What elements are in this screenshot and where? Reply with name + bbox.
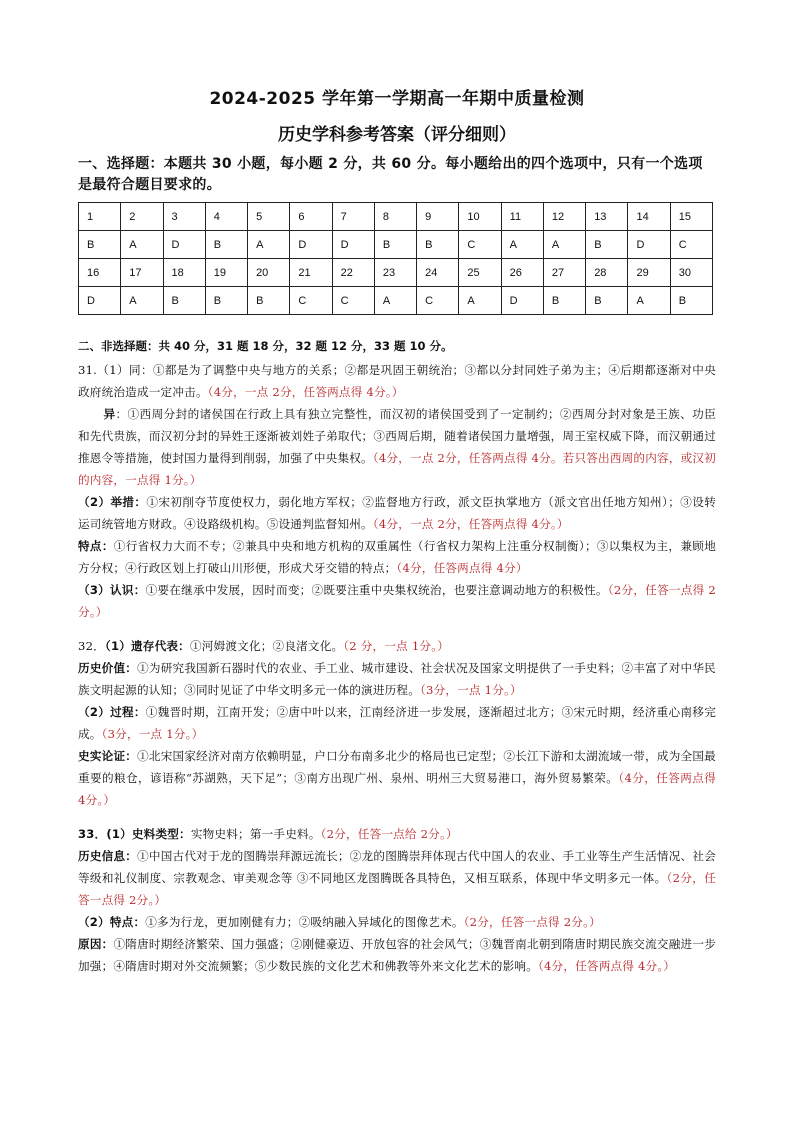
answer-cell: A (121, 287, 163, 315)
answer-cell: D (79, 287, 121, 315)
answer-cell: C (290, 287, 332, 315)
answer-cell: B (79, 231, 121, 259)
answer-cell: A (374, 287, 416, 315)
question-number-cell: 9 (417, 203, 459, 231)
question-number-cell: 23 (374, 259, 416, 287)
q33-info-score: （2分，任答一点得 2分。） (78, 871, 716, 907)
q31-features (78, 535, 716, 579)
q33-reasons (78, 933, 716, 977)
answer-cell: B (205, 287, 247, 315)
q31-measures-score: （4分，一点 2分，任答两点得 4分。） (372, 517, 569, 531)
q31-understanding-text: ①要在继承中发展，因时而变；②既要注重中央集权统治，也要注意调动地方的积极性。 (145, 583, 608, 597)
answer-cell: A (121, 231, 163, 259)
answer-cell: B (374, 231, 416, 259)
page-title: 2024-2025 学年第一学期高一年期中质量检测 (209, 89, 585, 109)
question-number-cell: 26 (501, 259, 543, 287)
answer-cell: D (501, 287, 543, 315)
question-number-cell: 7 (332, 203, 374, 231)
answer-cell: A (628, 287, 670, 315)
q31-similarities-text: ①都是为了调整中央与地方的关系；②都是巩固王朝统治；③都以分封同姓子弟为主；④后期都逐渐对中央政府统治造成一定冲击。 (78, 363, 716, 399)
answer-cell: C (332, 287, 374, 315)
q32-value-score: （3分，一点 1分。） (420, 683, 522, 697)
question-number-cell: 22 (332, 259, 374, 287)
q31-differences-score: （4分，一点 2分，任答两点得 4分。若只答出西周的内容，或汉初的内容，一点得 1分。） (78, 451, 716, 487)
question-number-cell: 15 (670, 203, 712, 231)
question-number-cell: 12 (543, 203, 585, 231)
page-subtitle: 历史学科参考答案（评分细则） (278, 125, 516, 145)
q32-relics-label: （1）遗存代表： (104, 639, 190, 653)
q31-understanding-label: （3）认识： (78, 583, 146, 597)
answer-cell: B (670, 287, 712, 315)
question-number-cell: 14 (628, 203, 670, 231)
table-row-question-numbers (79, 259, 713, 287)
answer-cell: D (163, 231, 205, 259)
q33-reasons-text: ①隋唐时期经济繁荣、国力强盛；②刚健豪迈、开放包容的社会风气；③魏晋南北朝到隋唐时期民族交流交融进一步加强；④隋唐时期对外交流频繁；⑤少数民族的文化艺术和佛教等外来文化艺术的影响。 (78, 937, 716, 973)
q33-features (78, 911, 716, 933)
q32-value-text: ①为研究我国新石器时代的农业、手工业、城市建设、社会状况及国家文明提供了一手史料；②丰富了对中华民族文明起源的认知；③同时见证了中华文明多元一体的演进历程。 (78, 661, 716, 697)
question-number-cell: 16 (79, 259, 121, 287)
section2-heading: 二、非选择题：共 40 分，31 题 18 分，32 题 12 分，33 题 10 分。 (78, 339, 453, 353)
question-number-cell: 5 (248, 203, 290, 231)
q33-reasons-label: 原因： (78, 937, 114, 951)
q32-relics (78, 635, 716, 657)
answer-cell: B (163, 287, 205, 315)
q33-source-type (78, 823, 716, 845)
section1-heading: 一、选择题：本题共 30 小题，每小题 2 分，共 60 分。每小题给出的四个选项中，只有一个选项是最符合题目要求的。 (78, 156, 703, 193)
q33-info (78, 845, 716, 911)
q33-source-type-text: 实物史料；第一手史料。 (190, 827, 321, 841)
answer-cell: A (459, 287, 501, 315)
table-row-answers (79, 287, 713, 315)
question-number-cell: 20 (248, 259, 290, 287)
answer-cell: C (670, 231, 712, 259)
q33-features-label: （2）特点： (78, 915, 146, 929)
question-number-cell: 4 (205, 203, 247, 231)
question-number-cell: 19 (205, 259, 247, 287)
q32-relics-score: （2 分，一点 1分。） (343, 639, 449, 653)
q31-differences-label: 异 (103, 407, 116, 421)
q32-value-label: 历史价值： (78, 661, 138, 675)
q31-similarities-score: （4分，一点 2分，任答两点得 4分。） (207, 385, 404, 399)
question-number-cell: 27 (543, 259, 585, 287)
q31-features-text: ①行省权力大而不专；②兼具中央和地方机构的双重属性（行省权力架构上注重分权制衡）；③以集权为主，兼顾地方分权；④行政区划上打破山川形便，形成犬牙交错的特点； (78, 539, 716, 575)
q32-value (78, 657, 716, 701)
answer-cell: B (586, 231, 628, 259)
q31-similarities-label: 31.（1）同： (78, 363, 153, 377)
q32-evidence-text: ①北宋国家经济对南方依赖明显，户口分布南多北少的格局也已定型；②长江下游和太湖流域一带，成为全国最重要的粮仓，谚语称“苏湖熟，天下足”；③南方出现广州、泉州、明州三大贸易港口，海外贸易繁荣。 (78, 749, 716, 785)
question-number-cell: 17 (121, 259, 163, 287)
answer-cell: D (628, 231, 670, 259)
q32-process-text: ①魏晋时期，江南开发；②唐中叶以来，江南经济进一步发展，逐渐超过北方；③宋元时期，经济重心南移完成。 (78, 705, 716, 741)
answer-cell: B (543, 287, 585, 315)
question-number-cell: 24 (417, 259, 459, 287)
q31-measures-label: （2）举措： (78, 495, 147, 509)
q33-source-type-label: 33．(1）史料类型： (78, 827, 191, 841)
q33-features-score: （2分，任答一点得 2分。） (463, 915, 601, 929)
q31-measures-text: ①宋初削夺节度使权力，弱化地方军权；②监督地方行政，派文臣执掌地方（派文官出任地方知州）；③设转运司统管地方财政。④设路级机构。⑤设通判监督知州。 (78, 495, 716, 531)
q33-info-text: ①中国古代对于龙的图腾崇拜源远流长；②龙的图腾崇拜体现古代中国人的农业、手工业等生产生活情况、社会等级和礼仪制度、宗教观念、审美观念等 ③不同地区龙图腾既各具特色，又相互联系，体现中华文明多元一体。 (78, 849, 716, 885)
answer-cell: B (205, 231, 247, 259)
question-number-cell: 6 (290, 203, 332, 231)
answer-table (78, 202, 713, 315)
q31-understanding-score: （2分，任答一点得 2分。） (78, 583, 716, 619)
q32-process-label: （2）过程： (78, 705, 146, 719)
q33-reasons-score: （4分，任答两点得 4分。） (537, 959, 676, 973)
answer-cell: C (459, 231, 501, 259)
question-number-cell: 13 (586, 203, 628, 231)
q31-features-score: （4分，任答两点得 4分） (396, 561, 528, 575)
answer-cell: B (586, 287, 628, 315)
question-number-cell: 10 (459, 203, 501, 231)
answer-cell: A (248, 231, 290, 259)
answer-cell: A (501, 231, 543, 259)
answer-cell: D (290, 231, 332, 259)
q33-features-text: ①多为行龙，更加刚健有力；②吸纳融入异域化的图像艺术。 (145, 915, 464, 929)
q31-measures (78, 491, 716, 535)
question-number-cell: 28 (586, 259, 628, 287)
answer-key-page (78, 88, 716, 977)
question-number-cell: 8 (374, 203, 416, 231)
question-number-cell: 18 (163, 259, 205, 287)
q32-evidence-label: 史实论证： (78, 749, 138, 763)
q33-info-label: 历史信息： (78, 849, 138, 863)
question-number-cell: 21 (290, 259, 332, 287)
answer-cell: B (417, 231, 459, 259)
question-number-cell: 1 (79, 203, 121, 231)
question-number-cell: 3 (163, 203, 205, 231)
q33-source-type-score: （2分，任答一点给 2分。） (320, 827, 458, 841)
question-number-cell: 29 (628, 259, 670, 287)
question-number-cell: 11 (501, 203, 543, 231)
answer-cell: D (332, 231, 374, 259)
question-number-cell: 2 (121, 203, 163, 231)
q32-process-score: （3分，一点 1分。） (101, 727, 204, 741)
q32-evidence-score: （4分，任答两点得 4分。） (78, 771, 716, 807)
q32-process (78, 701, 716, 745)
answer-cell: C (417, 287, 459, 315)
question-number-cell: 30 (670, 259, 712, 287)
answer-cell: B (248, 287, 290, 315)
q31-similarities (78, 359, 716, 403)
q31-understanding (78, 579, 716, 623)
q32-relics-text: ①河姆渡文化；②良渚文化。 (189, 639, 344, 653)
answer-cell: A (543, 231, 585, 259)
q32-number: 32． (78, 639, 105, 653)
q31-differences (78, 403, 716, 491)
table-row-question-numbers (79, 203, 713, 231)
table-row-answers (79, 231, 713, 259)
q32-evidence (78, 745, 716, 811)
question-number-cell: 25 (459, 259, 501, 287)
q31-features-label: 特点： (78, 539, 114, 553)
q31-differences-text: ：①西周分封的诸侯国在行政上具有独立完整性，而汉初的诸侯国受到了一定制约；②西周分封对象是王族、功臣和先代贵族，而汉初分封的异姓王逐渐被刘姓子弟取代；③西周后期，随着诸侯国力量增强，周王室权威下降，而汉朝通过推恩令等措施，使封国力量得到削弱，加强了中央集权。 (78, 407, 716, 465)
